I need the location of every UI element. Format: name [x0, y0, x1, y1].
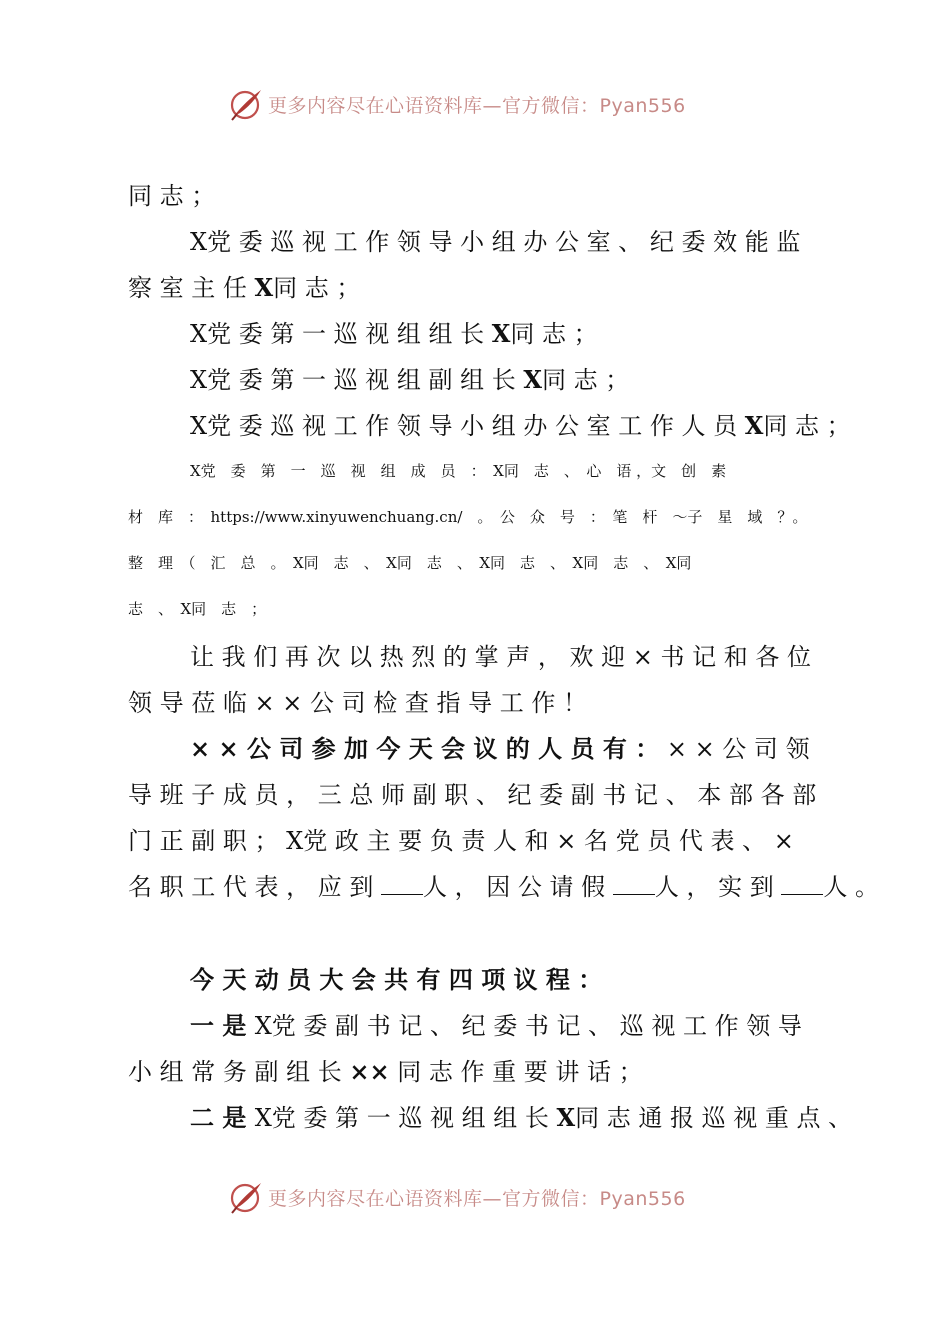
banner-text: 更多内容尽在心语资料库—官方微信：Pyan556: [268, 94, 686, 117]
text-line-1: 同 志 ；: [128, 182, 216, 210]
header-banner: [228, 84, 748, 124]
bold-x: X: [556, 1103, 576, 1132]
text-line-attendees-3: 门 正 副 职 ； X党 政 主 要 负 责 人 和 × 名 党 员 代 表 、 ×: [128, 827, 794, 855]
text-segment: 名 职 工 代 表 ， 应 到: [128, 873, 382, 901]
text-line-attendance: [128, 871, 879, 903]
bold-x: X: [254, 273, 274, 302]
text-segment: X党 委 第 一 巡 视 组 组 长: [190, 320, 492, 348]
bold-x: X: [523, 365, 542, 394]
bold-x: X: [491, 319, 511, 348]
text-segment: 同 志 ；: [542, 366, 630, 394]
text-line-welcome: 让 我 们 再 次 以 热 烈 的 掌 声 ， 欢 迎 × 书 记 和 各 位: [190, 643, 812, 671]
agenda-item-label: 二 是: [190, 1103, 255, 1132]
text-segment: X党 委 副 书 记 、 纪 委 书 记 、 巡 视 工 作 领 导: [254, 1012, 802, 1040]
agenda-item-1-cont: [128, 1056, 643, 1088]
small-text-line-2: 材 库 ： https://www.xinyuwenchuang.cn/ 。 公 众 号 ： 笔 杆 ～子 星 域 ？。: [128, 508, 808, 526]
agenda-item-1: [190, 1010, 802, 1042]
text-line-attendees-2: 导 班 子 成 员 ， 三 总 师 副 职 、 纪 委 副 书 记 、 本 部 各 部: [128, 781, 817, 809]
quill-logo-icon: [228, 86, 264, 122]
text-line-5: [190, 364, 629, 396]
text-line-4: [190, 318, 598, 350]
small-text-line-1: X党 委 第 一 巡 视 组 成 员 ： X同 志 、 心 语 ，文 创 素: [190, 462, 727, 480]
text-segment: 同 志 ；: [273, 274, 361, 302]
blank-field: [613, 872, 655, 895]
text-segment: X党 委 第 一 巡 视 组 副 组 长: [190, 366, 524, 394]
text-segment: 小 组 常 务 副 组 长: [128, 1058, 350, 1086]
bold-x: X: [744, 411, 764, 440]
blank-field: [781, 872, 823, 895]
text-segment: 人 ， 因 公 请 假: [423, 873, 613, 901]
text-line-welcome-cont: 领 导 莅 临 × × 公 司 检 查 指 导 工 作 ！: [128, 689, 588, 717]
text-line-attendees: [190, 733, 810, 765]
text-segment: 同 志 ；: [763, 412, 851, 440]
text-line-3: [128, 272, 360, 304]
text-segment: × × 公 司 领: [659, 735, 810, 763]
text-line-6: [190, 410, 851, 442]
agenda-heading: 今 天 动 员 大 会 共 有 四 项 议 程 ：: [190, 965, 603, 994]
agenda-item-2: [190, 1102, 852, 1134]
blank-field: [381, 872, 423, 895]
text-segment: 同 志 通 报 巡 视 重 点 、: [575, 1104, 853, 1132]
small-text-line-3: 整 理 （ 汇 总 。 X同 志 、 X同 志 、 X同 志 、 X同 志 、 X同: [128, 554, 692, 572]
text-segment: 人 ， 实 到: [654, 873, 782, 901]
text-segment: 同 志 作 重 要 讲 话 ；: [389, 1058, 643, 1086]
text-segment: X党 委 巡 视 工 作 领 导 小 组 办 公 室 工 作 人 员: [190, 412, 745, 440]
quill-logo-icon: [228, 1179, 264, 1215]
footer-banner: [228, 1177, 748, 1217]
text-segment: X党 委 第 一 巡 视 组 组 长: [254, 1104, 557, 1132]
text-segment: 人 。: [823, 873, 879, 901]
small-text-line-4: 志 、 X同 志 ；: [128, 600, 267, 618]
agenda-item-label: 一 是: [190, 1011, 255, 1040]
bold-xx: ××: [349, 1057, 390, 1086]
text-segment: 同 志 ；: [510, 320, 598, 348]
text-segment: 察 室 主 任: [128, 274, 255, 302]
text-line-2: X党 委 巡 视 工 作 领 导 小 组 办 公 室 、 纪 委 效 能 监: [190, 228, 801, 256]
banner-text: 更多内容尽在心语资料库—官方微信：Pyan556: [268, 1187, 686, 1210]
attendees-heading: × × 公 司 参 加 今 天 会 议 的 人 员 有 ：: [190, 734, 660, 763]
